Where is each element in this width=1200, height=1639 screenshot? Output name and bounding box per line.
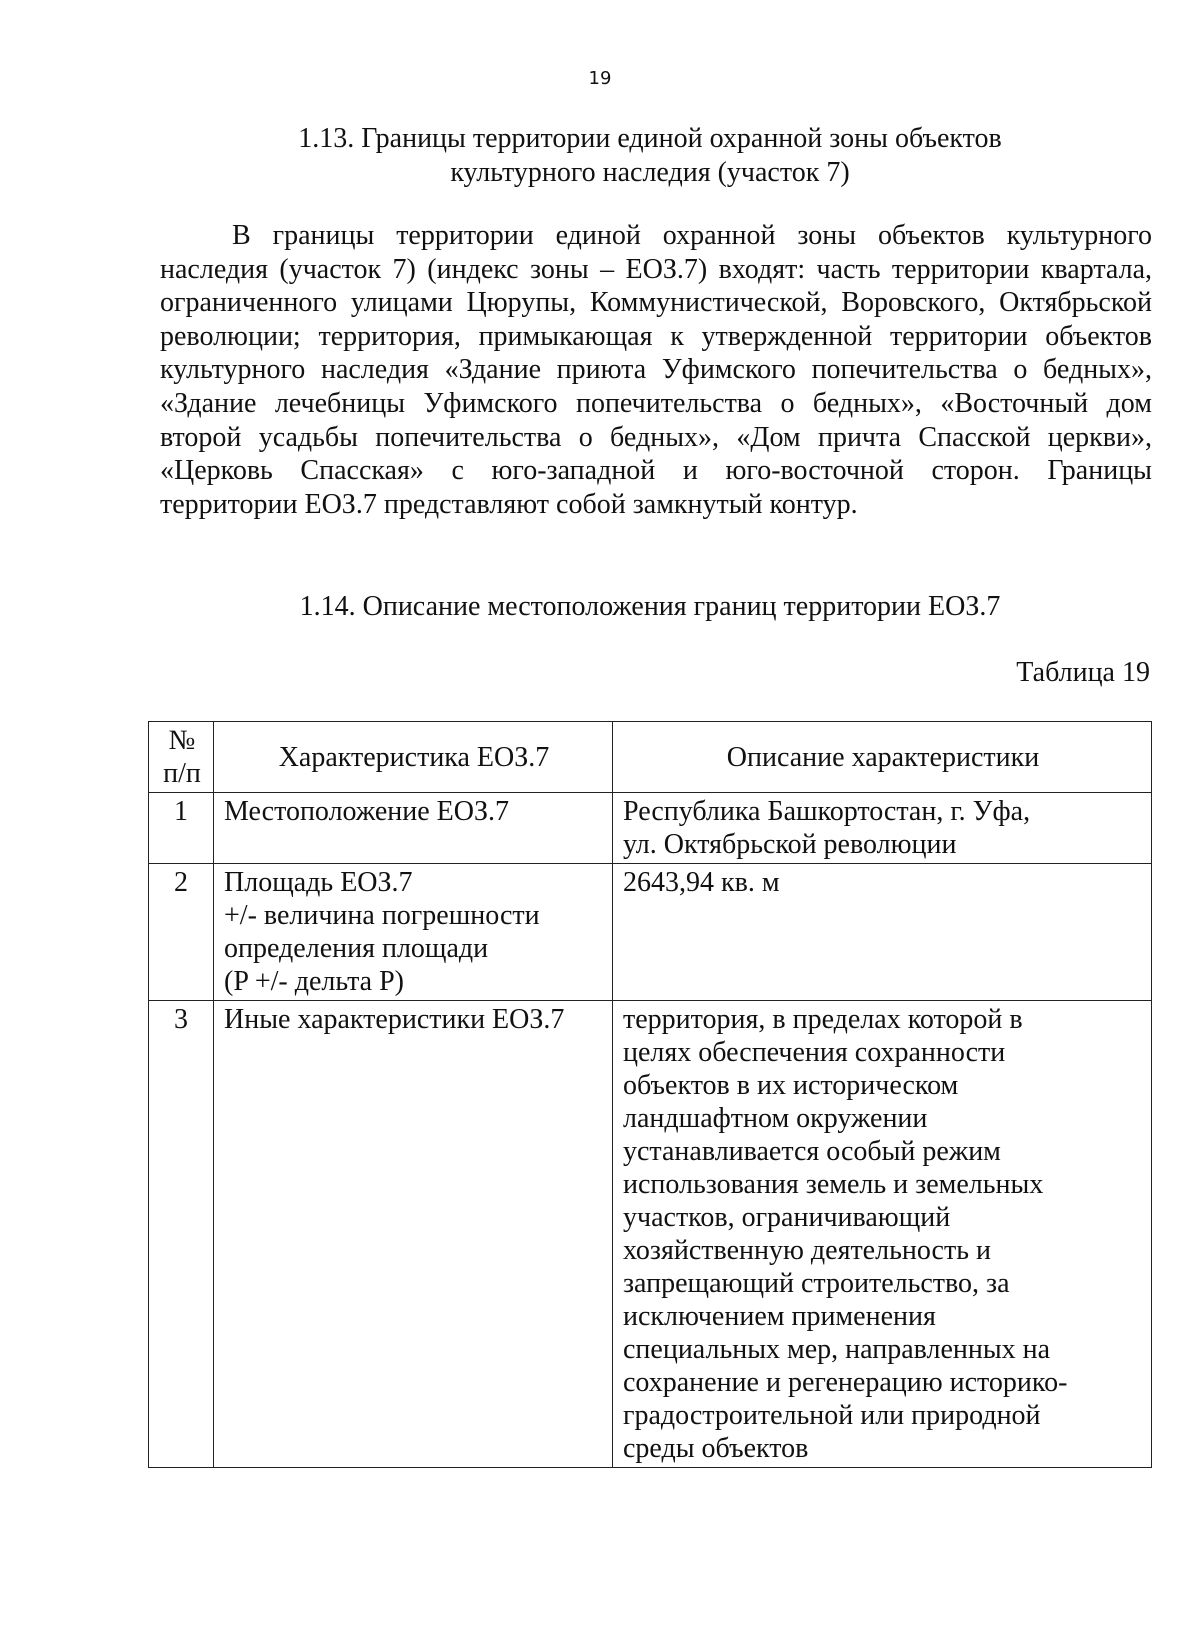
header-description: Описание характеристики (613, 722, 1152, 793)
section-title-line-1: 1.13. Границы территории единой охранной зоны объектов (298, 123, 1002, 154)
header-number (149, 722, 214, 793)
characteristic-line: определения площади (224, 933, 489, 964)
description-line: использования земель и земельных (623, 1169, 1044, 1200)
description-line: хозяйственную деятельность и (623, 1235, 991, 1266)
table-header-row (149, 722, 1152, 793)
row-description (613, 864, 1152, 1001)
description-line: сохранение и регенерацию историко- (623, 1367, 1068, 1398)
description-line: территория, в пределах которой в (623, 1004, 1023, 1035)
characteristic-line: Площадь ЕОЗ.7 (224, 867, 413, 898)
header-characteristic: Характеристика ЕОЗ.7 (214, 722, 613, 793)
description-line: градостроительной или природной (623, 1400, 1041, 1431)
page-number: 19 (588, 68, 612, 89)
row-characteristic (214, 864, 613, 1001)
description-line: участков, ограничивающий (623, 1202, 951, 1233)
description-line: среды объектов (623, 1433, 809, 1464)
table-row (149, 1001, 1152, 1468)
description-line: ландшафтном окружении (623, 1103, 928, 1134)
row-description (613, 1001, 1152, 1468)
body-paragraph: В границы территории единой охранной зоны объектов культурного наследия (участок 7) (индекс зоны – ЕОЗ.7) входят: часть территории квартала, ограниченного улицами Цюрупы, Коммунистической, Воровского, Октябрьской революции; территория, примыкающая к утвержденной территории объектов культурного наследия «Здание приюта Уфимского попечительства о бедных», «Здание лечебницы Уфимского попечительства о бедных», «Восточный дом второй усадьбы попечительства о бедных», «Дом причта Спасской церкви», «Церковь Спасская» с юго-западной и юго-восточной сторон. Границы территории ЕОЗ.7 представляют собой замкнутый контур. (160, 220, 1152, 520)
row-characteristic (214, 1001, 613, 1468)
row-number: 1 (149, 793, 214, 864)
characteristics-table (148, 721, 1152, 1468)
characteristic-line: +/- величина погрешности (224, 900, 540, 931)
header-number-line-2: п/п (163, 758, 201, 789)
description-line: Республика Башкортостан, г. Уфа, (623, 796, 1031, 827)
header-number-line-1: № (168, 725, 196, 756)
row-description (613, 793, 1152, 864)
description-line: ул. Октябрьской революции (623, 829, 957, 860)
section-title-line-2: культурного наследия (участок 7) (450, 157, 850, 188)
description-line: объектов в их историческом (623, 1070, 959, 1101)
characteristic-line: (P +/- дельта P) (224, 966, 405, 997)
row-number: 3 (149, 1001, 214, 1468)
description-line: специальных мер, направленных на (623, 1334, 1051, 1365)
characteristic-line: Местоположение ЕОЗ.7 (224, 796, 509, 827)
description-line: исключением применения (623, 1301, 936, 1332)
row-characteristic (214, 793, 613, 864)
section-title-1-14: 1.14. Описание местоположения границ территории ЕОЗ.7 (299, 591, 1001, 622)
description-line: 2643,94 кв. м (623, 867, 780, 898)
section-title-1-13 (150, 122, 1150, 190)
characteristic-line: Иные характеристики ЕОЗ.7 (224, 1004, 565, 1035)
table-row (149, 864, 1152, 1001)
row-number: 2 (149, 864, 214, 1001)
table-caption: Таблица 19 (1016, 657, 1150, 688)
table-body (149, 793, 1152, 1468)
description-line: целях обеспечения сохранности (623, 1037, 1006, 1068)
table-row (149, 793, 1152, 864)
description-line: запрещающий строительство, за (623, 1268, 1010, 1299)
description-line: устанавливается особый режим (623, 1136, 1001, 1167)
